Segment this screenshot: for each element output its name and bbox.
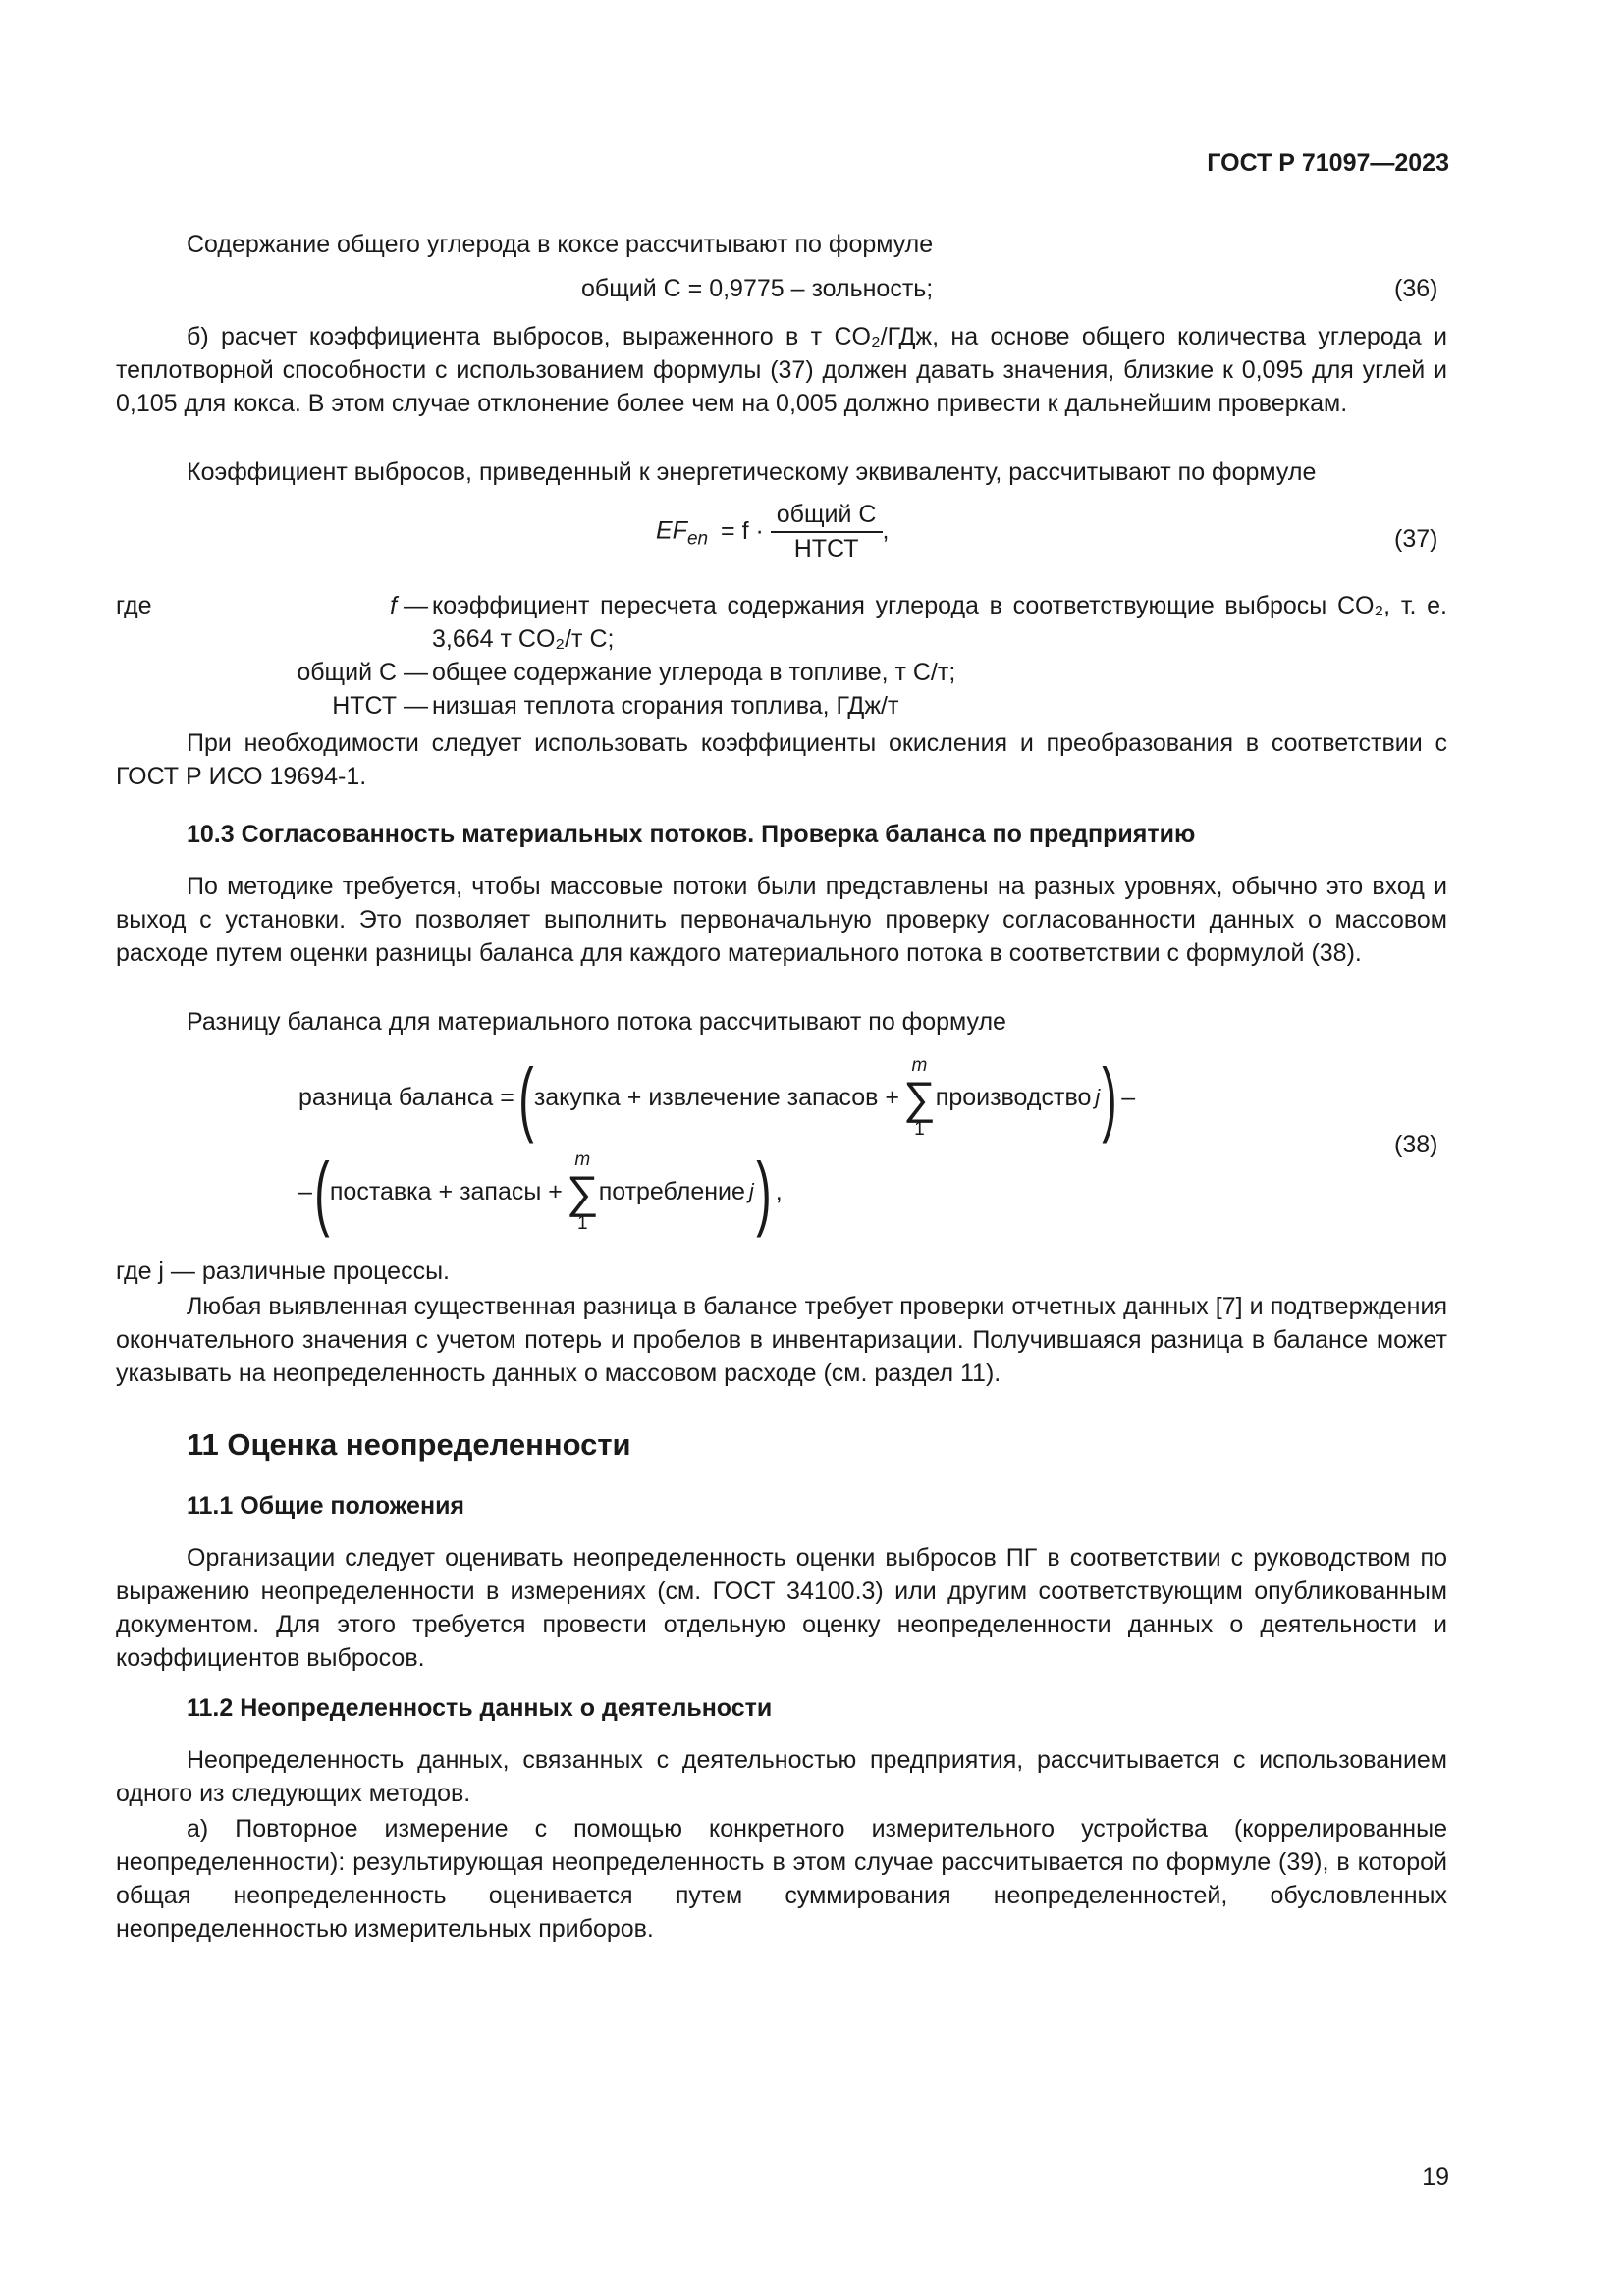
section-heading-11-1: 11.1 Общие положения <box>187 1492 465 1520</box>
sum-symbol: ∑ <box>566 1166 599 1217</box>
where-desc: низшая теплота сгорания топлива, ГДж/т <box>432 692 899 720</box>
formula-38-line1-text: закупка + извлечение запасов + <box>533 1083 899 1111</box>
left-paren: ( <box>314 1146 330 1238</box>
section-heading-11: 11 Оценка неопределенности <box>187 1427 631 1462</box>
sum-lower: 1 <box>914 1119 925 1140</box>
where-term: НТСТ — <box>332 692 428 720</box>
paragraph: а) Повторное измерение с помощью конкретного измерительного устройства (коррелированные неопределенности): результирующая неопределенность в этом случае рассчитывается по формуле (39), в которой общая неопределенность оценивается путем суммирования неопределенностей, обусловленных неопределенностью измерительных приборов. <box>116 1815 1447 1943</box>
formula-37 <box>656 501 889 563</box>
formula-37-eq: = f · <box>721 516 764 545</box>
sum-operator <box>903 1056 936 1139</box>
paragraph: При необходимости следует использовать коэффициенты окисления и преобразования в соответствии с ГОСТ Р ИСО 19694-1. <box>116 729 1447 790</box>
paragraph: Содержание общего углерода в коксе рассчитывают по формуле <box>187 231 934 258</box>
sum-symbol: ∑ <box>902 1072 936 1123</box>
formula-38-line1 <box>298 1051 1136 1144</box>
sum-lower: 1 <box>577 1213 588 1234</box>
formula-38 <box>298 1048 1280 1238</box>
formula-37-lhs: EF <box>656 516 687 545</box>
left-paren: ( <box>518 1051 534 1144</box>
right-paren: ) <box>756 1146 772 1238</box>
paragraph: где j — различные процессы. <box>116 1257 450 1285</box>
where-list <box>116 589 1447 722</box>
paragraph: Неопределенность данных, связанных с деятельностью предприятия, рассчитывается с использованием одного из следующих методов. <box>116 1746 1447 1807</box>
section-heading-11-2: 11.2 Неопределенность данных о деятельности <box>187 1694 773 1722</box>
subscript-j: j <box>748 1179 754 1203</box>
paragraph: По методике требуется, чтобы массовые потоки были представлены на разных уровнях, обычно это вход и выход с установки. Это позволяет выполнить первоначальную проверку согласованности данных о массовом расходе путем оценки разницы баланса для каждого материального потока в соответствии с формулой (38). <box>116 873 1447 967</box>
formula-38-line2-term: потребление <box>598 1177 745 1205</box>
right-paren: ) <box>1102 1051 1117 1144</box>
sum-upper: m <box>911 1055 928 1076</box>
equation-number-38: (38) <box>1394 1131 1438 1158</box>
formula-36-text: общий С = 0,9775 – зольность; <box>581 275 934 302</box>
equation-number-36: (36) <box>1394 275 1438 302</box>
paragraph: Любая выявленная существенная разница в балансе требует проверки отчетных данных [7] и подтверждения окончательного значения с учетом потерь и пробелов в инвентаризации. Получившаяся разница в балансе может указывать на неопределенность данных о массовом расходе (см. раздел 11). <box>116 1293 1447 1387</box>
formula-38-line2-lead: – <box>298 1177 312 1205</box>
paragraph: б) расчет коэффициента выбросов, выраженного в т CO₂/ГДж, на основе общего количества углерода и теплотворной способности с использованием формулы (37) должен давать значения, близкие к 0,095 для углей и 0,105 для кокса. В этом случае отклонение более чем на 0,005 должно привести к дальнейшим проверкам. <box>116 323 1447 417</box>
formula-38-line1-term: производство <box>935 1083 1092 1111</box>
paragraph: Коэффициент выбросов, приведенный к энергетическому эквиваленту, рассчитывают по формуле <box>187 458 1317 486</box>
formula-36 <box>581 275 933 303</box>
formula-37-fraction <box>771 501 883 563</box>
where-term: общий С — <box>297 659 428 686</box>
formula-38-lhs: разница баланса = <box>298 1083 514 1111</box>
page-number: 19 <box>1422 2163 1449 2191</box>
where-desc: коэффициент пересчета содержания углерода в соответствующие выбросы CO₂, т. е. 3,664 т CO₂/т С; <box>432 592 1447 653</box>
formula-38-line1-tail: – <box>1121 1083 1136 1111</box>
where-term: f — <box>390 592 428 619</box>
formula-37-denominator: НТСТ <box>793 535 859 562</box>
formula-38-line2-tail: , <box>775 1177 783 1205</box>
formula-37-tail: , <box>882 516 890 545</box>
sum-operator <box>567 1150 599 1233</box>
sum-upper: m <box>574 1149 591 1170</box>
subscript-j: j <box>1095 1085 1101 1109</box>
paragraph: Разницу баланса для материального потока рассчитывают по формуле <box>187 1008 1006 1036</box>
formula-38-line2-text: поставка + запасы + <box>329 1177 563 1205</box>
formula-37-numerator: общий С <box>771 501 883 533</box>
equation-number-37: (37) <box>1394 525 1438 553</box>
section-heading-10-3: 10.3 Согласованность материальных потоков. Проверка баланса по предприятию <box>187 821 1196 848</box>
formula-38-line2 <box>298 1146 783 1238</box>
where-label: где <box>116 592 152 619</box>
formula-37-lhs-sub: en <box>686 528 709 550</box>
document-number: ГОСТ Р 71097—2023 <box>1207 149 1449 177</box>
paragraph: Организации следует оценивать неопределенность оценки выбросов ПГ в соответствии с руководством по выражению неопределенности в измерениях (см. ГОСТ 34100.3) или другим соответствующим опубликованным документом. Для этого требуется провести отдельную оценку неопределенности данных о деятельности и коэффициентов выбросов. <box>116 1544 1447 1672</box>
where-desc: общее содержание углерода в топливе, т С/т; <box>432 659 956 686</box>
